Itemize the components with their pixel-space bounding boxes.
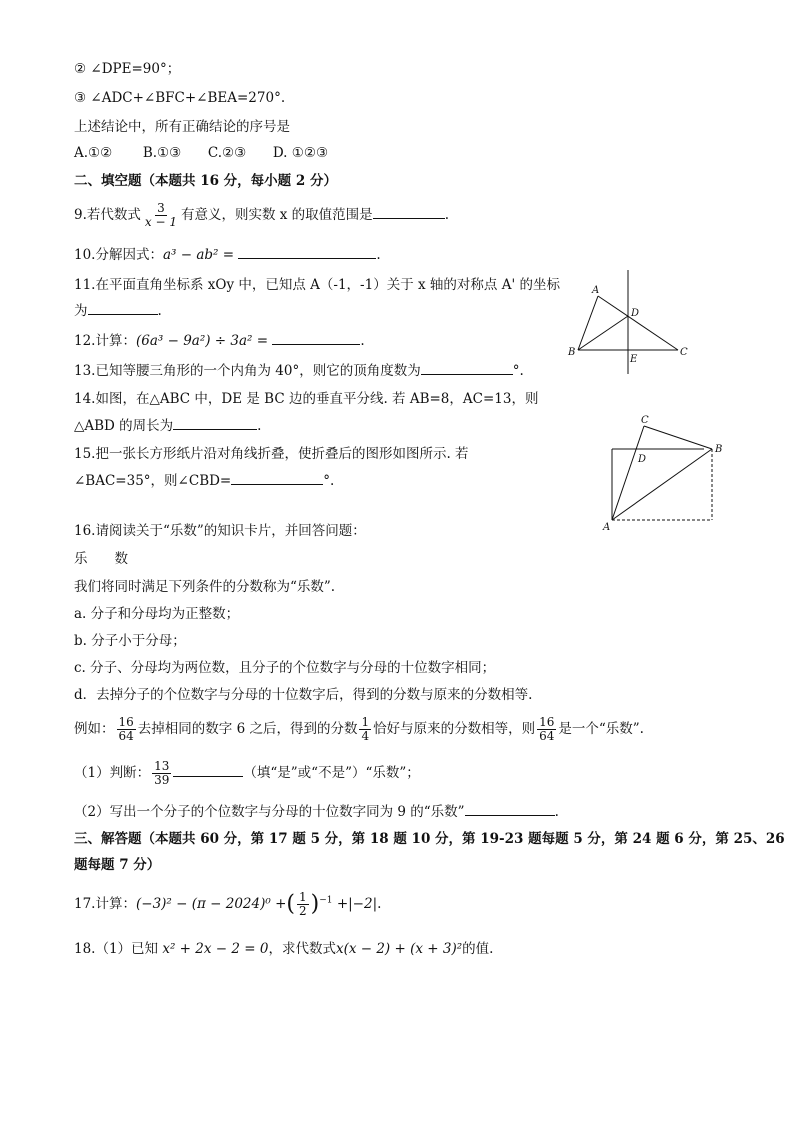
option-d: D. ①②③ bbox=[272, 145, 329, 161]
q16-part1-answer-blank[interactable] bbox=[173, 764, 243, 777]
label-c: C bbox=[641, 415, 649, 426]
q17-fraction: $\frac{1}{2}$ bbox=[299, 890, 307, 918]
q11-answer-blank[interactable] bbox=[88, 302, 158, 315]
folded-rectangle-figure-q15 bbox=[598, 412, 728, 534]
example-fraction-16-64-b: $\frac{16}{64}$ bbox=[539, 715, 555, 743]
example-fraction-1-4: $\frac{1}{4}$ bbox=[361, 715, 370, 743]
q16-definition: 我们将同时满足下列条件的分数称为“乐数”. bbox=[74, 579, 336, 595]
q15-answer-blank[interactable] bbox=[231, 472, 323, 485]
q16-intro: 16.请阅读关于“乐数”的知识卡片，并回答问题： bbox=[74, 523, 366, 539]
section3-title-line2: 题每题 7 分） bbox=[74, 857, 161, 873]
q12: 12.计算：(6a³ − 9a²) ÷ 3a² = . bbox=[74, 333, 365, 349]
q10: 10.分解因式：a³ − ab² = . bbox=[74, 247, 381, 263]
choice-conclusion-2: ② ∠DPE=90°； bbox=[74, 61, 181, 77]
choice-question: 上述结论中，所有正确结论的序号是 bbox=[74, 119, 290, 135]
option-b: B.①③ bbox=[142, 145, 182, 161]
example-fraction-16-64: $\frac{16}{64}$ bbox=[118, 715, 134, 743]
label-d: D bbox=[631, 308, 640, 319]
q15-line2: ∠BAC=35°，则∠CBD= °. bbox=[74, 473, 335, 489]
q18: 18.（1）已知 x² + 2x − 2 = 0，求代数式x(x − 2) + (x + 3)²的值. bbox=[74, 941, 494, 957]
q16-condition-b: b. 分子小于分母； bbox=[74, 633, 186, 649]
label-d: D bbox=[638, 454, 647, 465]
q12-answer-blank[interactable] bbox=[272, 332, 360, 345]
label-a: A bbox=[603, 522, 611, 533]
triangle-figure-q14 bbox=[560, 266, 700, 378]
segment-cb bbox=[644, 426, 712, 449]
label-c: C bbox=[680, 347, 688, 358]
q9-fraction: $\frac{3}{x - 1}$ bbox=[144, 201, 177, 229]
segment-ac bbox=[612, 426, 647, 520]
q9: 9.若代数式 $\frac{3}{x - 1}$ 有意义，则实数 x 的取值范围是 . bbox=[74, 201, 449, 229]
q13: 13.已知等腰三角形的一个内角为 40°，则它的顶角度数为 °. bbox=[74, 363, 524, 379]
q17: 17.计算：(−3)² − (π − 2024)⁰ +( $\frac{1}{2}$ )$^{-1}$ +|−2|. bbox=[74, 890, 382, 918]
choice-conclusion-3: ③ ∠ADC+∠BFC+∠BEA=270°. bbox=[74, 90, 286, 106]
q16-example: 例如： $\frac{16}{64}$ 去掉相同的数字 6 之后，得到的分数 $\frac{1}{4}$ 恰好与原来的分数相等，则 $\frac{16}{64}$ 是一个“乐数”. bbox=[74, 715, 644, 743]
label-e: E bbox=[630, 354, 638, 365]
q11-line2: 为 . bbox=[74, 303, 162, 319]
choice-options bbox=[74, 144, 328, 162]
segment-bd bbox=[578, 316, 628, 350]
part1-fraction-13-39: $\frac{13}{39}$ bbox=[154, 759, 170, 787]
q16-part2-answer-blank[interactable] bbox=[465, 803, 555, 816]
q13-answer-blank[interactable] bbox=[421, 362, 513, 375]
segment-ac bbox=[598, 296, 678, 350]
q15-line1: 15.把一张长方形纸片沿对角线折叠，使折叠后的图形如图所示. 若 bbox=[74, 446, 469, 462]
q14-line2: △ABD 的周长为 . bbox=[74, 418, 262, 434]
diagonal-ab bbox=[612, 449, 712, 520]
option-c: C.②③ bbox=[207, 145, 247, 161]
label-a: A bbox=[592, 285, 600, 296]
section2-title: 二、填空题（本题共 16 分，每小题 2 分） bbox=[74, 173, 337, 189]
q16-part2: （2）写出一个分子的个位数字与分母的十位数字同为 9 的“乐数” . bbox=[74, 804, 559, 820]
q9-answer-blank[interactable] bbox=[373, 206, 445, 219]
q11-line1: 11.在平面直角坐标系 xOy 中，已知点 A（-1，-1）关于 x 轴的对称点 A' 的坐标 bbox=[74, 277, 560, 293]
section3-title-line1: 三、解答题（本题共 60 分，第 17 题 5 分，第 18 题 10 分，第 19-23 题每题 5 分，第 24 题 6 分，第 25、26 bbox=[74, 831, 785, 847]
q10-answer-blank[interactable] bbox=[238, 246, 376, 259]
label-b: B bbox=[715, 444, 723, 455]
segment-ab bbox=[578, 296, 598, 350]
q16-condition-d: d．去掉分子的个位数字与分母的十位数字后，得到的分数与原来的分数相等. bbox=[74, 687, 533, 703]
q14-line1: 14.如图，在△ABC 中，DE 是 BC 边的垂直平分线. 若 AB=8，AC=13，则 bbox=[74, 391, 539, 407]
option-a: A.①② bbox=[74, 145, 113, 161]
q16-part1: （1）判断： $\frac{13}{39}$ （填“是”或“不是”）“乐数”； bbox=[74, 759, 420, 787]
q16-condition-c: c. 分子、分母均为两位数，且分子的个位数字与分母的十位数字相同； bbox=[74, 660, 496, 676]
label-b: B bbox=[568, 347, 576, 358]
q16-card-title: 乐 数 bbox=[74, 551, 128, 567]
q16-condition-a: a. 分子和分母均为正整数； bbox=[74, 606, 240, 622]
q14-answer-blank[interactable] bbox=[173, 417, 257, 430]
